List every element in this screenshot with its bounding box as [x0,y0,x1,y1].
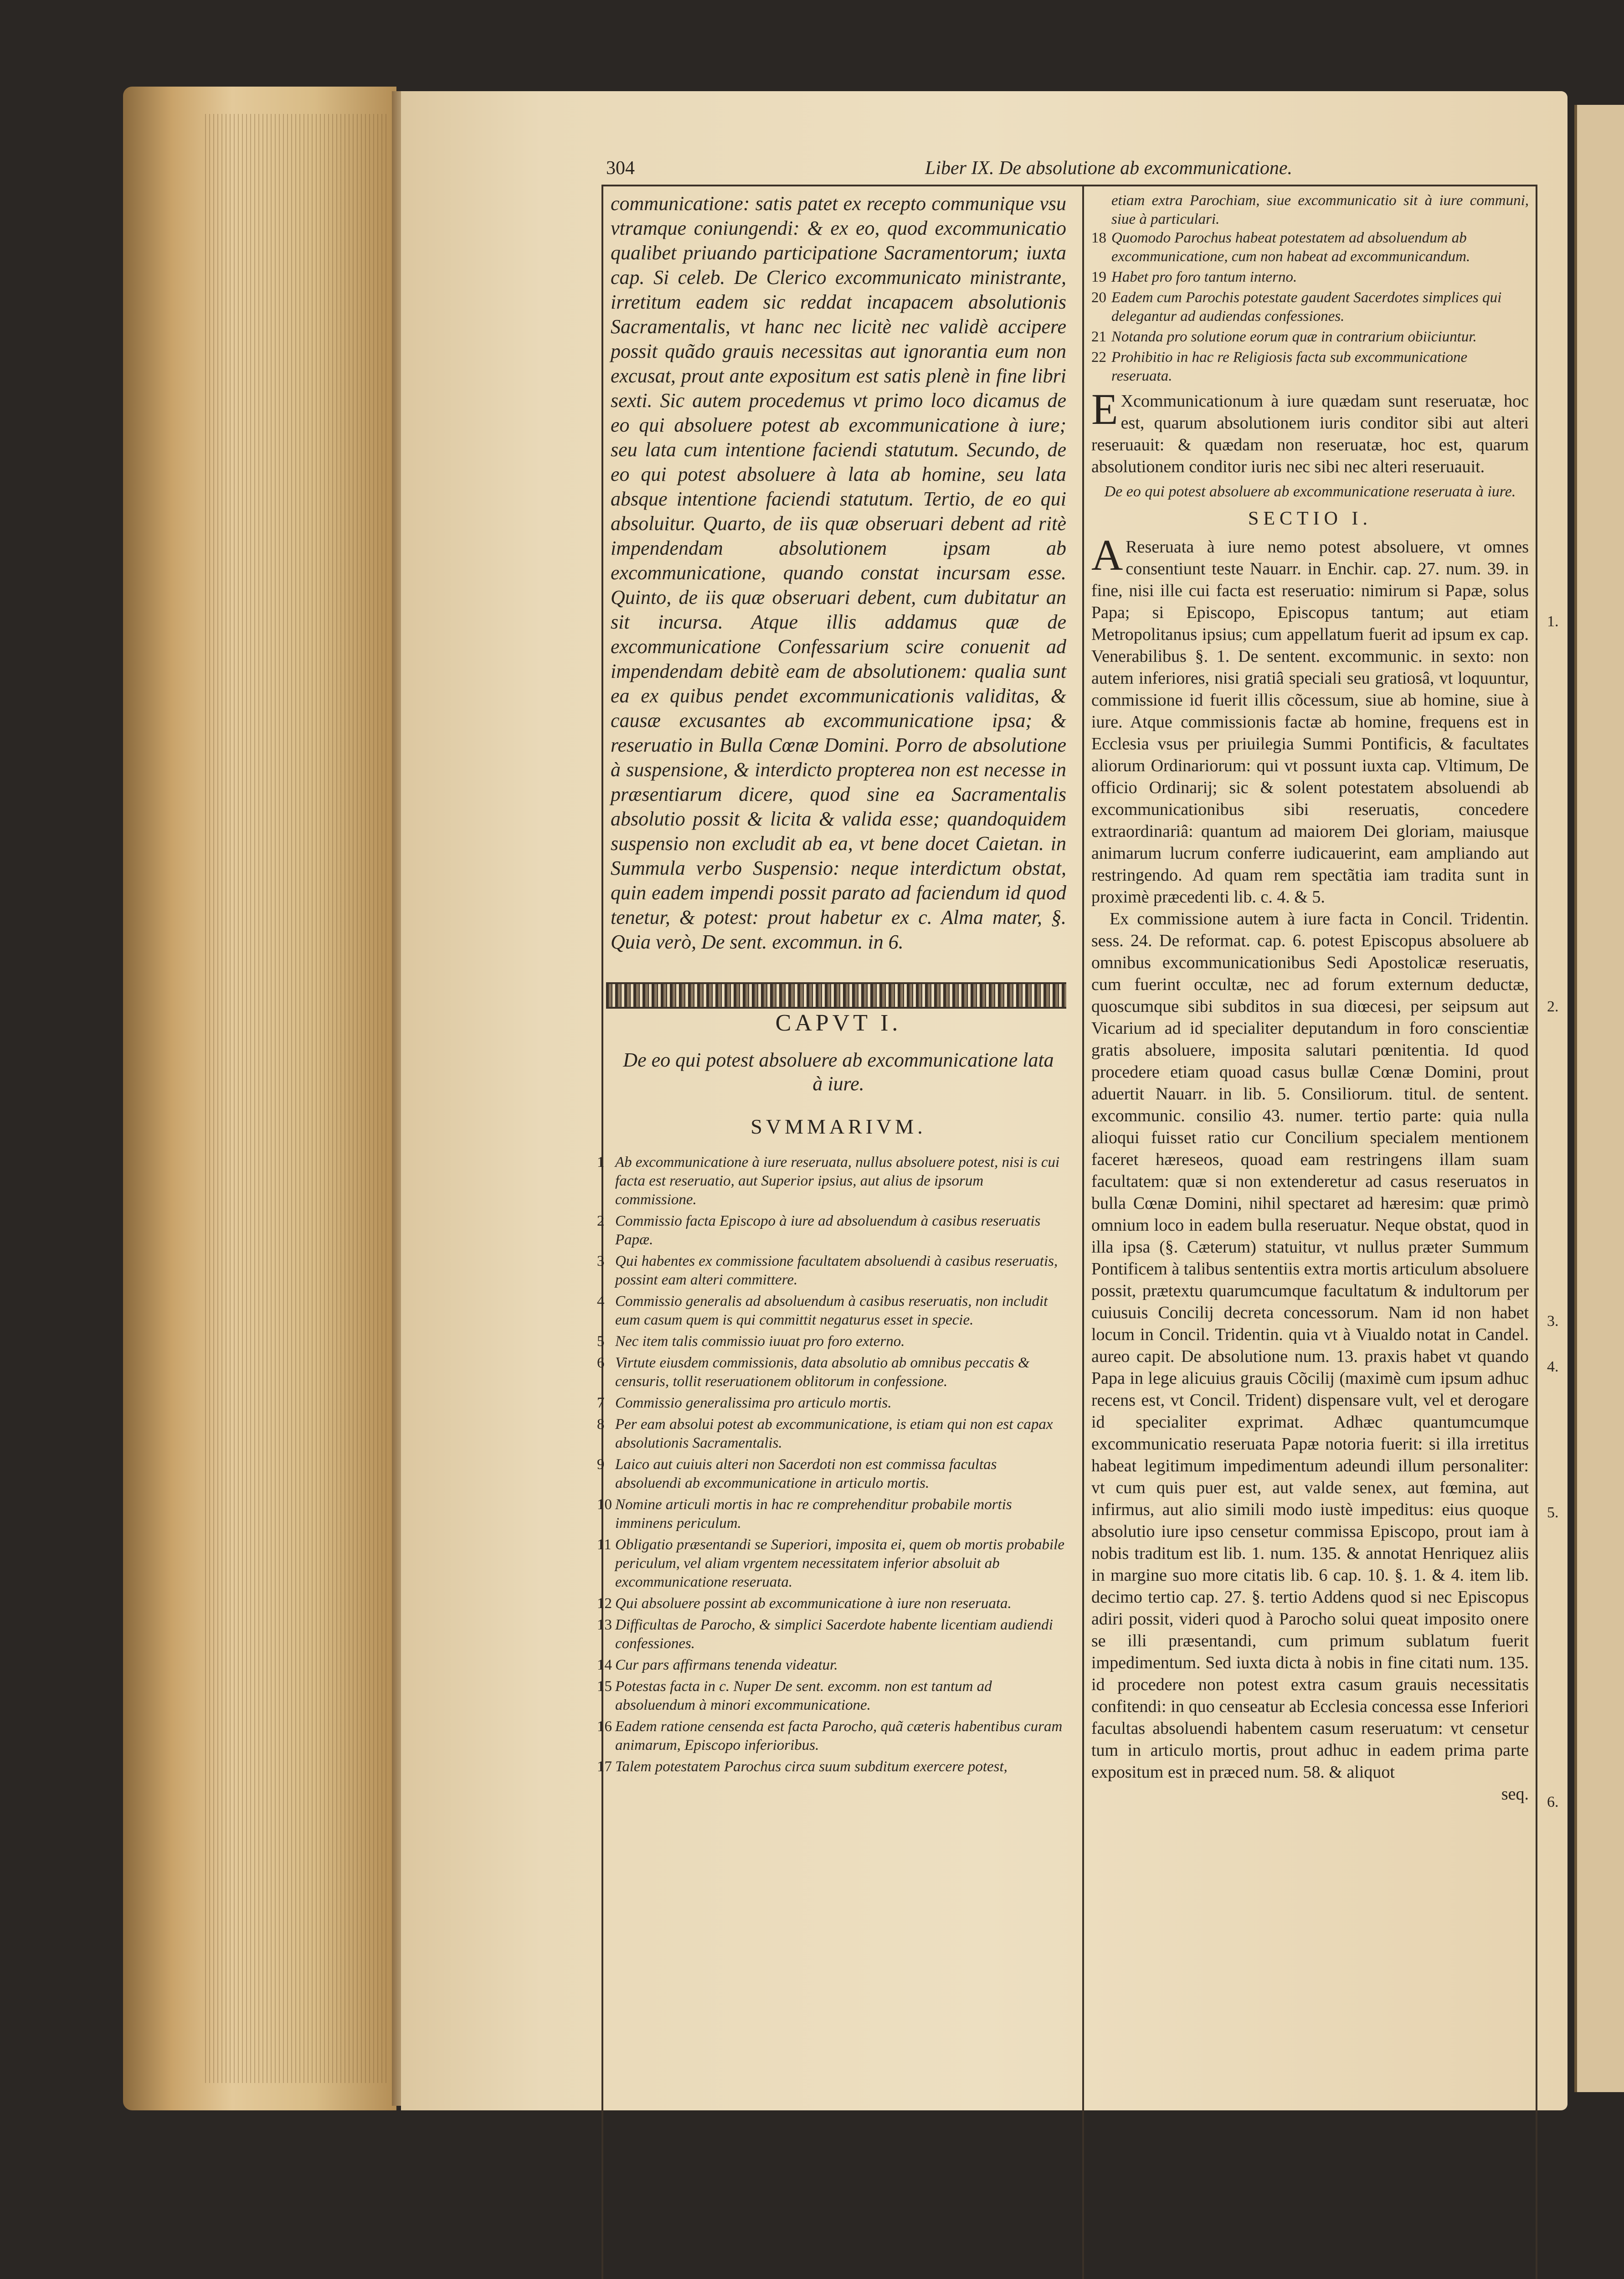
summarium-list-right [1091,191,1529,386]
page-number: 304 [606,158,635,179]
chapter-heading: CAPVT I. [775,1010,902,1036]
summary-item: 17 Talem potestatem Parochus circa suum subditum exercere potest, [597,1758,1007,1775]
summary-item: 3 Qui habentes ex commissione facultatem absoluendi à casibus reseruatis, possint eam alteri committere. [597,1253,1058,1288]
margin-number: 5. [1547,1504,1559,1521]
summary-continuation: etiam extra Parochiam, siue excommunicatio sit à iure communi, siue à particulari. [1111,192,1529,227]
summary-item: 16 Eadem ratione censenda est facta Parocho, quã cæteris habentibus curam animarum, Episcopo inferioribus. [597,1718,1063,1753]
initial-letter-a: A [1091,531,1123,579]
summary-item: 11 Obligatio præsentandi se Superiori, imposita ei, quem ob mortis probabile periculum, vel aliam vrgentem necessitatem inferior absoluit ab excommunicatione reseruata. [597,1537,1065,1590]
summary-item: 6 Virtute eiusdem commissionis, data absolutio ab omnibus peccatis & censuris, tollit reseruationem oblitorum in confessione. [597,1355,1030,1390]
summary-item: 10 Nomine articuli mortis in hac re comprehenditur probabile mortis imminens periculum. [597,1496,1012,1531]
summary-item: 9 Laico aut cuiuis alteri non Sacerdoti non est commissa facultas absoluendi ab excommunicatione in articulo mortis. [597,1456,997,1491]
right-column [1091,191,1529,1805]
summary-item: 4 Commissio generalis ad absoluendum à casibus reseruatis, non includit eum casum quem is qui committit negaturus esset in specie. [597,1293,1048,1328]
frame-right-rule [1536,185,1537,2279]
page-edge-lines [205,114,387,2083]
running-head: Liber IX. De absolutione ab excommunicatione. [925,158,1292,179]
page-header [606,157,1522,181]
summarium-heading: SVMMARIVM. [750,1115,926,1138]
summary-item: 19 Habet pro foro tantum interno. [1091,269,1297,285]
summary-item: 20 Eadem cum Parochis potestate gaudent Sacerdotes simplices qui delegantur ad audiendas confessiones. [1091,289,1502,325]
initial-letter-e: E [1091,385,1118,433]
left-column-paragraph: communicatione: satis patet ex recepto communique vsu vtramque coniungendi: & ex eo, quod excommunicatio qualibet priuando participatione Sacramentorum; iuxta cap. Si celeb. De Clerico excommunicato ministrante, irretitum eadem sic reddat incapacem absolutionis Sacramentalis, vt hanc nec licitè nec validè accipere possit quãdo grauis necessitas aut ignorantia eum non excusat, prout ante expositum est satis plenè in fine libri sexti. Sic autem procedemus vt primo loco dicamus de eo qui absoluere potest ab excommunicatione à iure; seu lata cum intentione faciendi statutum. Secundo, de eo qui potest absoluere à lata ab homine, seu lata absque intentione faciendi statutum. Tertio, de eo qui absoluitur. Quarto, de iis quæ obseruari debent ad ritè impendendam absolutionem ipsam ab excommunicatione, quando constat incursam esse. Quinto, de iis quæ obseruari debent, cum dubitatur an sit incursa. Atque illis addamus quæ de excommunicatione Confessarium scire conuenit ad impendendam debitè eam de absolutionem: qualia sunt ea ex quibus pendet excommunicationis validitas, & causæ excusantes ab excommunicatione ipsa; & reseruatio in Bulla Cœnæ Domini. Porro de absolutione à suspensione, & interdicto propterea non est necesse in præsentiarum dicere, quod sine ea Sacramentalis absolutio possit & licita & valida esse; quandoquidem suspensio non excludit ab ea, vt bene docet Caietan. in Summula verbo Suspensio: neque interdictum obstat, quin eadem impendi possit parato ad faciendum id quod tenetur, & potest: prout habetur ex c. Alma mater, §. Quia verò, De sent. excommun. in 6. [611,192,1066,953]
summary-item: 1 Ab excommunicatione à iure reseruata, nullus absoluere potest, nisi is cui facta est reseruatio, aut Superior ipsius, aut alius de ipsorum commissione. [597,1154,1060,1208]
summary-item: 8 Per eam absolui potest ab excommunicatione, is etiam qui non est capax absolutionis Sacramentalis. [597,1416,1053,1451]
left-column [611,191,1066,954]
chapter-title: De eo qui potest absoluere ab excommunicatione lata à iure. [623,1049,1054,1095]
margin-number: 4. [1547,1358,1559,1375]
summary-item: 22 Prohibitio in hac re Religiosis facta sub excommunicatione reseruata. [1091,349,1468,384]
section-subheading: De eo qui potest absoluere ab excommunicatione reseruata à iure. [1104,483,1516,500]
summary-item: 7 Commissio generalissima pro articulo mortis. [597,1395,892,1411]
summary-item: 18 Quomodo Parochus habeat potestatem ad absoluendum ab excommunicatione, cum non habeat ad excommunicandum. [1091,230,1470,265]
summarium-list-left [597,1153,1066,1779]
margin-number: 3. [1547,1313,1559,1330]
summary-item: 2 Commissio facta Episcopo à iure ad absoluendum à casibus reseruatis Papæ. [597,1213,1041,1248]
margin-number: 1. [1547,613,1559,630]
book-page-edges [123,87,396,2110]
summary-item: 12 Qui absoluere possint ab excommunicatione à iure non reseruata. [597,1595,1012,1612]
summary-item: 21 Notanda pro solutione eorum quæ in contrarium obiiciuntur. [1091,329,1477,345]
section-paragraph-2: Ex commissione autem à iure facta in Concil. Tridentin. sess. 24. De reformat. cap. 6. potest Episcopus absoluere ab omnibus excommunicationibus Sedi Apostolicæ reseruatis, cum fuerint occultæ, nec ad forum externum deductæ, quoscumque sibi subditos in sua diœcesi, per seipsum aut Vicarium ad id specialiter deputandum in foro conscientiæ gratis absoluere, imposita salutari pœnitentia. Id quod procedere etiam quoad casus bullæ Cœnæ Domini, prout aduertit Nauarr. in lib. 5. Consiliorum. titul. de sentent. excommunic. consilio 43. numer. tertio parte: quia nulla alioqui fuisset ratio cur Concilium specialem mentionem faceret hæreseos, quoad eam restringens illam suam facultatem: quæ si non extenderetur ad casus reseruatos in bulla Cœnæ Domini, nihil spectaret ad hæresim: quæ primò omnium loco in eadem bulla reseruatur. Neque obstat, quod in illa ipsa (§. Cæterum) statuitur, vt nullus præter Summum Pontificem à talibus sententiis extra mortis articulum absoluere possit, prætextu quarumcumque facultatum & indultorum per cuiusuis Concilij decreta concessorum. Nam id non habet locum in Concil. Tridentin. quia vt à Viualdo notat in Candel. aureo capit. De absolutione num. 13. praxis habet vt quando Papa in lege alicuius grauis Cõcilij (maximè cum ipsum adhuc recens est, vt Concil. Trident) dispensare vult, vel et derogare id specialiter exprimat. Adhæc quantumcumque excommunicatio reseruata Papæ notoria fuerit: si illa irretitus habeat legitimum impedimentum adeundi illum personaliter: vt cum quis puer est, aut valde senex, aut fœmina, aut infirmus, aut alio simili modo iustè impeditus: eius quoque absolutio iure ipso censetur commissa Episcopo, prout iam à nobis traditum est lib. 1. num. 135. & annotat Henriquez aliis in margine suo more citatis lib. 6 cap. 10. §. 1. & 4. item lib. decimo tertio cap. 27. §. tertio Addens quod si nec Episcopus adiri possit, videri quod à Parocho solui queat imposito onere se illi præsentandi, cum primum sublatum fuerit impedimentum. Sed iuxta dicta à nobis in fine citati num. 135. id procedere non potest extra casum grauis necessitatis confitendi: in quo censeatur ab Ecclesia concessa esse Inferiori facultas absoluendi habentem casum reseruatum: vt censetur tum in articulo mortis, prout adhuc in eadem prima parte expositum est in præced num. 58. & aliquot [1091,909,1529,1782]
summary-item: 13 Difficultas de Parocho, & simplici Sacerdote habente licentiam audiendi confessiones. [597,1617,1053,1652]
margin-number: 2. [1547,998,1559,1015]
intro-paragraph: E Xcommunicationum à iure quædam sunt reseruatæ, hoc est, quarum absolutionem iuris conditor sibi aut alteri reseruauit: & quædam non reseruatæ, hoc est, quarum absolutionem conditor iuris nec sibi nec alteri reseruauit. [1091,385,1529,476]
facing-page-edge [1574,105,1624,2092]
frame-top-rule [601,185,1536,186]
ornamental-band [606,982,1066,1009]
summary-item: 14 Cur pars affirmans tenenda videatur. [597,1657,838,1673]
summary-item: 15 Potestas facta in c. Nuper De sent. excomm. non est tantum ad absoluendum à minori excommunicatione. [597,1678,992,1713]
margin-number: 6. [1547,1794,1559,1810]
catchword: seq. [1501,1784,1529,1804]
section-paragraph-1: A Reseruata à iure nemo potest absoluere, vt omnes consentiunt teste Nauarr. in Enchir. cap. 27. num. 39. in fine, nisi ille cui facta est reseruatio: nimirum si Papæ, solus Papa; si Episcopo, Episcopus tantum; aut etiam Metropolitanus ipsius; cum appellatum fuerit ad ipsum ex cap. Venerabilibus §. 1. De sentent. excommunic. in sexto: non autem inferiores, nisi gratiâ speciali seu gratiosâ, vt loquuntur, commissione id fuerit illis cõcessum, siue ab homine, siue à iure. Atque commissionis factæ ab homine, frequens est in Ecclesia vsus per priuilegia Summi Pontificis, & facultates aliorum Ordinariorum: qui vt possunt iuxta cap. Vltimum, De officio Ordinarij; sic & solent potestatem absoluendi ab excommunicationibus sibi reseruatis, concedere extraordinariâ: quantum ad maiorem Dei gloriam, maiusque animarum lucrum conferre iudicauerint, eam ampliando aut restringendo. Ad quam rem spectãtia iam tradita sunt in proximè præcedenti lib. c. 4. & 5. [1091,531,1529,907]
frame-column-divider [1082,185,1084,2279]
summary-item: 5 Nec item talis commissio iuuat pro foro externo. [597,1333,905,1350]
sectio-heading: SECTIO I. [1248,508,1372,529]
